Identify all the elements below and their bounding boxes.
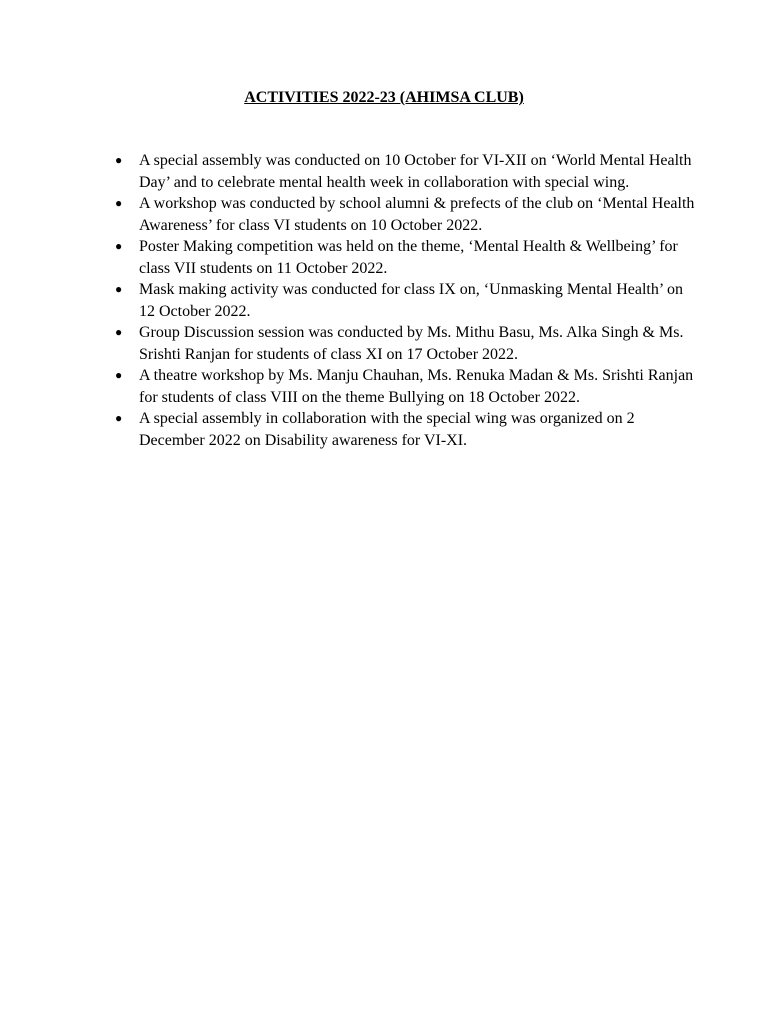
list-item [115, 322, 699, 365]
activity-text: Poster Making competition was held on the theme, ‘Mental Health & Wellbeing’ for class VII students on 11 October 2022. [139, 238, 678, 277]
list-item [115, 193, 699, 236]
activity-text: A special assembly was conducted on 10 October for VI-XII on ‘World Mental Health Day’ and to celebrate mental health week in collaboration with special wing. [139, 152, 692, 191]
activity-text: A special assembly in collaboration with the special wing was organized on 2 December 2022 on Disability awareness for VI-XI. [139, 410, 635, 449]
bullet-icon: ● [115, 325, 123, 339]
list-item [115, 365, 699, 408]
activity-text: Mask making activity was conducted for class IX on, ‘Unmasking Mental Health’ on 12 October 2022. [139, 281, 684, 320]
bullet-icon: ● [115, 282, 123, 296]
activity-text: A theatre workshop by Ms. Manju Chauhan, Ms. Renuka Madan & Ms. Srishti Ranjan for students of class VIII on the theme Bullying on 18 October 2022. [139, 367, 694, 406]
list-item [115, 236, 699, 279]
activity-text: A workshop was conducted by school alumni & prefects of the club on ‘Mental Health Awareness’ for class VI students on 10 October 2022. [139, 195, 695, 234]
page-title: ACTIVITIES 2022-23 (AHIMSA CLUB) [244, 89, 524, 106]
list-item [115, 150, 699, 193]
bullet-icon: ● [115, 153, 123, 167]
bullet-icon: ● [115, 368, 123, 382]
bullet-icon: ● [115, 411, 123, 425]
bullet-icon: ● [115, 196, 123, 210]
list-item [115, 279, 699, 322]
bullet-icon: ● [115, 239, 123, 253]
activity-text: Group Discussion session was conducted by Ms. Mithu Basu, Ms. Alka Singh & Ms. Srishti Ranjan for students of class XI on 17 October 2022. [139, 324, 684, 363]
activity-list [115, 150, 699, 451]
list-item [115, 408, 699, 451]
